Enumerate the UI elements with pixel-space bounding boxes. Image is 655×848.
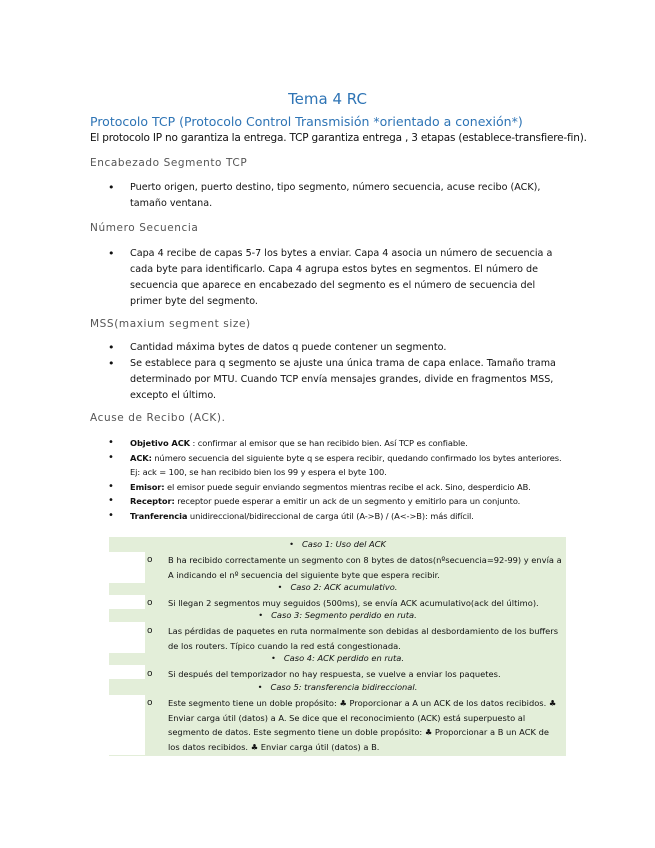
term: Tranferencia — [130, 510, 188, 521]
case-text: Este segmento tiene un doble propósito: ♣ Proporcionar a A un ACK de los datos recibidos. ♣ Enviar carga útil (datos) a A. Se dice que el reconocimiento (ACK) está superpuesto al segmento de datos. Este segmento tiene un doble propósito: ♣ Proporcionar a B un ACK de los datos recibidos. ♣ Enviar carga útil (datos) a B. — [168, 698, 557, 752]
list-item — [90, 451, 570, 480]
case-text: Si llegan 2 segmentos muy seguidos (500ms), se envía ACK acumulativo(ack del último). — [168, 598, 539, 608]
term: Objetivo ACK — [130, 438, 191, 448]
bullet-icon: • — [289, 539, 294, 549]
circle-bullet-icon: o — [147, 669, 153, 679]
list-item: • Se establece para q segmento se ajuste una única trama de capa enlace. Tamaño trama determinado por MTU. Cuando TCP envía mensajes grandes, divide en fragmentos MSS, excepto el último. — [90, 356, 568, 404]
list-item: • Cantidad máxima bytes de datos q puede contener un segmento. — [90, 340, 568, 356]
list-item — [90, 480, 570, 495]
circle-bullet-icon: o — [147, 698, 153, 708]
list-item: • Puerto origen, puerto destino, tipo segmento, número secuencia, acuse recibo (ACK), tamaño ventana. — [90, 180, 568, 212]
list-item — [90, 436, 570, 451]
circle-bullet-icon: o — [147, 626, 153, 636]
heading-encabezado: Encabezado Segmento TCP — [90, 157, 248, 169]
box-indent — [109, 665, 145, 679]
case-title — [109, 582, 566, 592]
circle-bullet-icon: o — [147, 598, 153, 608]
definition: el emisor puede seguir enviando segmentos mientras recibe el ack. Sino, desperdicio AB. — [164, 481, 531, 492]
case-title — [109, 682, 566, 692]
definition: número secuencia del siguiente byte q se espera recibir, quedando confirmado los bytes anteriores. Ej: ack = 100, se han recibido bien los 99 y espera el byte 100. — [130, 452, 562, 477]
list-item — [90, 509, 570, 524]
case-title-text: Caso 2: ACK acumulativo. — [290, 582, 398, 592]
case-title — [109, 539, 566, 549]
list-numero-secuencia — [90, 246, 568, 310]
definition: : confirmar al emisor que se han recibido bien. Así TCP es confiable. — [190, 438, 468, 448]
term: Emisor: — [130, 481, 165, 492]
heading-mss: MSS(maxium segment size) — [90, 318, 251, 330]
case-title-text: Caso 4: ACK perdido en ruta. — [283, 653, 405, 663]
circle-bullet-icon: o — [147, 555, 153, 565]
list-item: • Capa 4 recibe de capas 5-7 los bytes a enviar. Capa 4 asocia un número de secuencia a cada byte para identificarlo. Capa 4 agrupa estos bytes en segmentos. El número de secuencia que aparece en encabezado del segmento es el número de secuencia del primer byte del segmento. — [90, 246, 568, 310]
bullet-icon: • — [277, 582, 283, 592]
term: Receptor: — [130, 496, 175, 506]
case-text: B ha recibido correctamente un segmento con 8 bytes de datos(nºsecuencia=92-99) y envía a A indicando el nº secuencia del siguiente byte que espera recibir. — [168, 555, 562, 580]
list-item — [90, 494, 570, 509]
page-title: Tema 4 RC — [288, 90, 367, 108]
case-text: Si después del temporizador no hay respuesta, se vuelve a enviar los paquetes. — [168, 669, 501, 679]
definition: unidireccional/bidireccional de carga útil (A->B) / (A<->B): más difícil. — [187, 510, 474, 521]
definition: receptor puede esperar a emitir un ack de un segmento y emitirlo para un conjunto. — [174, 496, 521, 506]
heading-numero-secuencia: Número Secuencia — [90, 222, 199, 234]
term: ACK: — [130, 452, 152, 463]
case-text: Las pérdidas de paquetes en ruta normalmente son debidas al desbordamiento de los buffers de los routers. Típico cuando la red está congestionada. — [168, 626, 559, 651]
bullet-icon: • — [270, 653, 276, 663]
bullet-icon: • — [258, 610, 264, 620]
list-mss — [90, 340, 568, 404]
case-title-text: Caso 3: Segmento perdido en ruta. — [271, 610, 417, 620]
heading-acuse-recibo: Acuse de Recibo (ACK). — [90, 412, 226, 424]
case-title — [109, 610, 566, 620]
intro-paragraph: El protocolo IP no garantiza la entrega. TCP garantiza entrega , 3 etapas (establece-transfiere-fin). — [90, 132, 587, 144]
section-title: Protocolo TCP (Protocolo Control Transmisión *orientado a conexión*) — [90, 114, 523, 129]
box-indent — [109, 695, 145, 755]
list-acuse-recibo — [90, 436, 570, 523]
list-encabezado — [90, 180, 568, 212]
case-title-text: Caso 1: Uso del ACK — [301, 539, 386, 549]
box-indent — [109, 595, 145, 609]
case-title-text: Caso 5: transferencia bidireccional. — [270, 682, 418, 692]
box-indent — [109, 622, 145, 653]
bullet-icon: • — [257, 682, 263, 692]
box-indent — [109, 552, 145, 583]
case-title — [109, 653, 566, 663]
